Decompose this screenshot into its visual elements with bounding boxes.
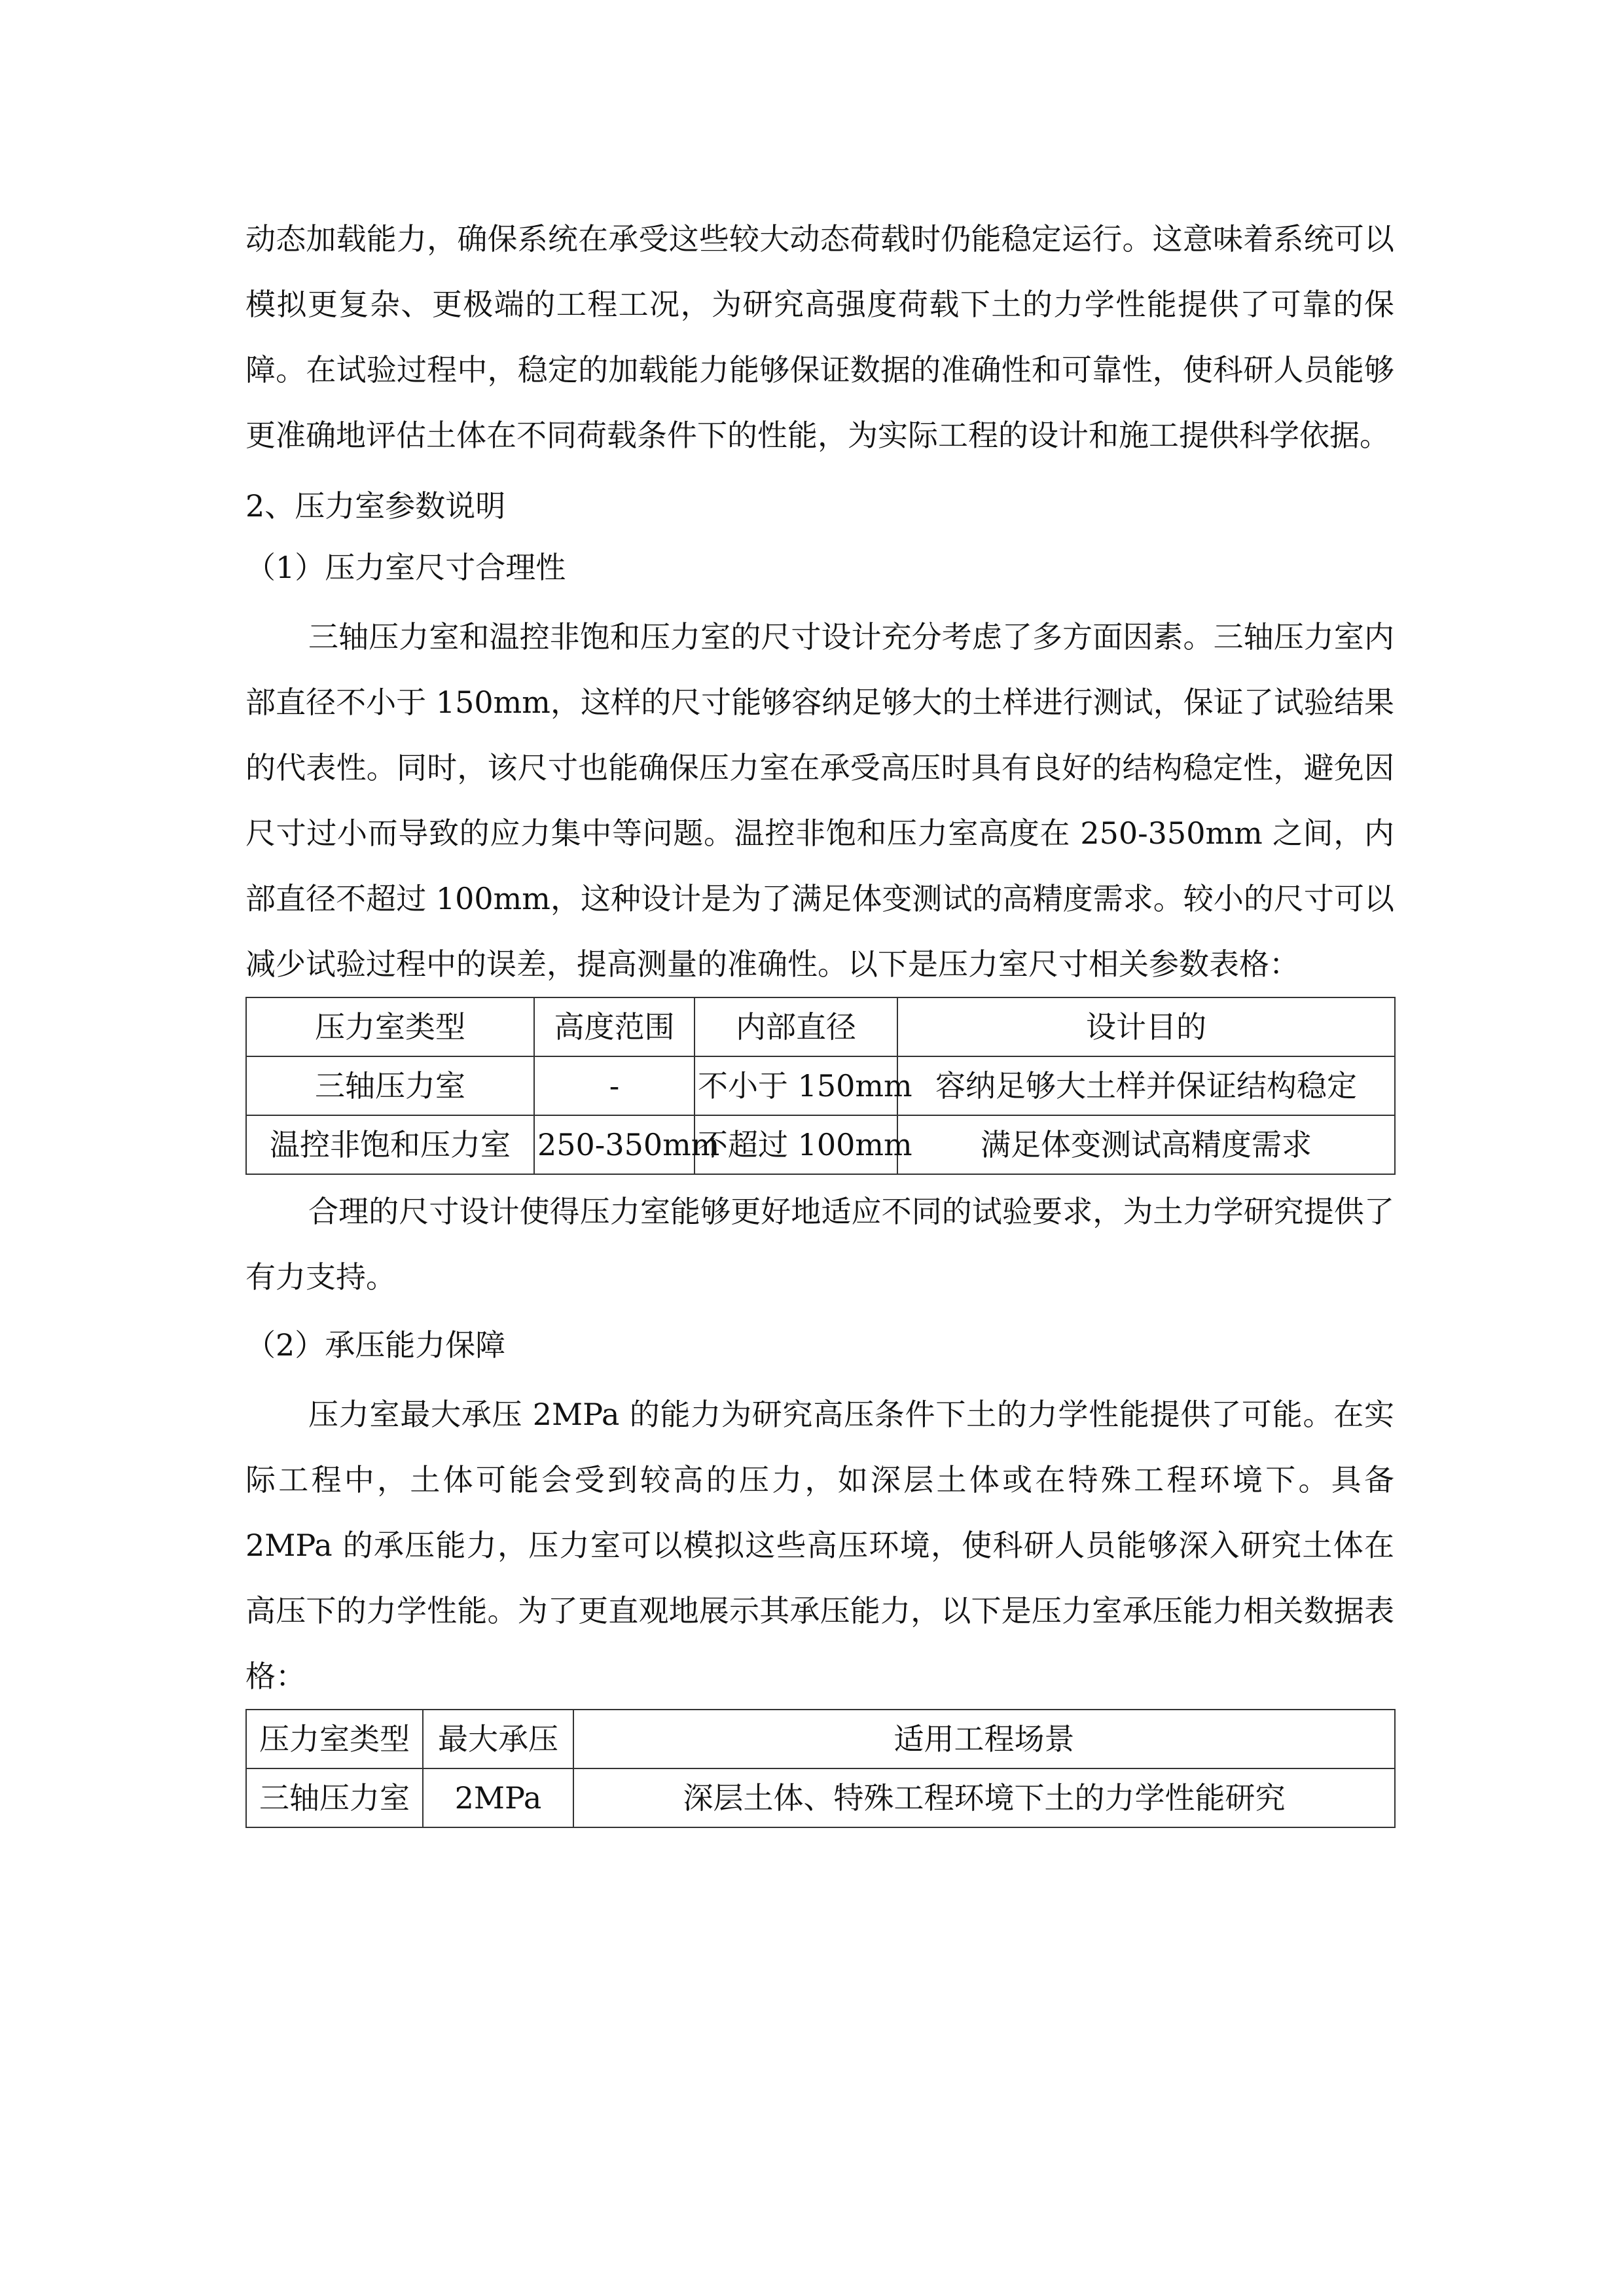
body-paragraph: 动态加载能力，确保系统在承受这些较大动态荷载时仍能稳定运行。这意味着系统可以模拟更复杂、更极端的工程工况，为研究高强度荷载下土的力学性能提供了可靠的保障。在试验过程中，稳定的加载能力能够保证数据的准确性和可靠性，使科研人员能够更准确地评估土体在不同荷载条件下的性能，为实际工程的设计和施工提供科学依据。 — [245, 221, 1394, 453]
table-header-cell: 适用工程场景 — [573, 1710, 1395, 1768]
table-header-cell: 最大承压 — [423, 1710, 573, 1768]
table-header-cell: 内部直径 — [695, 997, 897, 1056]
body-paragraph: 合理的尺寸设计使得压力室能够更好地适应不同的试验要求，为土力学研究提供了有力支持。 — [245, 1194, 1394, 1295]
table-cell: - — [534, 1056, 695, 1115]
table-row — [246, 1768, 1395, 1827]
table-cell: 2MPa — [423, 1768, 573, 1827]
pressure-table — [245, 1709, 1396, 1828]
table-cell: 250-350mm — [534, 1115, 695, 1174]
body-paragraph: 压力室最大承压 2MPa 的能力为研究高压条件下土的力学性能提供了可能。在实际工程中，土体可能会受到较高的压力，如深层土体或在特殊工程环境下。具备 2MPa 的承压能力，压力室可以模拟这些高压环境，使科研人员能够深入研究土体在高压下的力学性能。为了更直观地展示其承压能力，以下是压力室承压能力相关数据表格： — [245, 1397, 1394, 1694]
dimension-table — [245, 997, 1396, 1175]
table-header-cell: 压力室类型 — [246, 997, 534, 1056]
body-paragraph: 三轴压力室和温控非饱和压力室的尺寸设计充分考虑了多方面因素。三轴压力室内部直径不小于 150mm，这样的尺寸能够容纳足够大的土样进行测试，保证了试验结果的代表性。同时，该尺寸也能确保压力室在承受高压时具有良好的结构稳定性，避免因尺寸过小而导致的应力集中等问题。温控非饱和压力室高度在 250-350mm 之间，内部直径不超过 100mm，这种设计是为了满足体变测试的高精度需求。较小的尺寸可以减少试验过程中的误差，提高测量的准确性。以下是压力室尺寸相关参数表格： — [245, 619, 1394, 982]
table-cell: 温控非饱和压力室 — [246, 1115, 534, 1174]
table-cell: 不超过 100mm — [695, 1115, 897, 1174]
table-header-row — [246, 997, 1395, 1056]
table-cell: 满足体变测试高精度需求 — [897, 1115, 1395, 1174]
document-page — [245, 206, 1394, 1828]
section-heading: 2、压力室参数说明 — [245, 488, 506, 524]
table-cell: 深层土体、特殊工程环境下土的力学性能研究 — [573, 1768, 1395, 1827]
table-row — [246, 1056, 1395, 1115]
table-cell: 三轴压力室 — [246, 1056, 534, 1115]
table-header-cell: 高度范围 — [534, 997, 695, 1056]
table-header-cell: 压力室类型 — [246, 1710, 423, 1768]
table-cell: 三轴压力室 — [246, 1768, 423, 1827]
subsection-heading: （1）压力室尺寸合理性 — [245, 550, 566, 585]
table-cell: 容纳足够大土样并保证结构稳定 — [897, 1056, 1395, 1115]
subsection-heading: （2）承压能力保障 — [245, 1327, 506, 1363]
table-row — [246, 1115, 1395, 1174]
table-header-cell: 设计目的 — [897, 997, 1395, 1056]
table-cell: 不小于 150mm — [695, 1056, 897, 1115]
table-header-row — [246, 1710, 1395, 1768]
